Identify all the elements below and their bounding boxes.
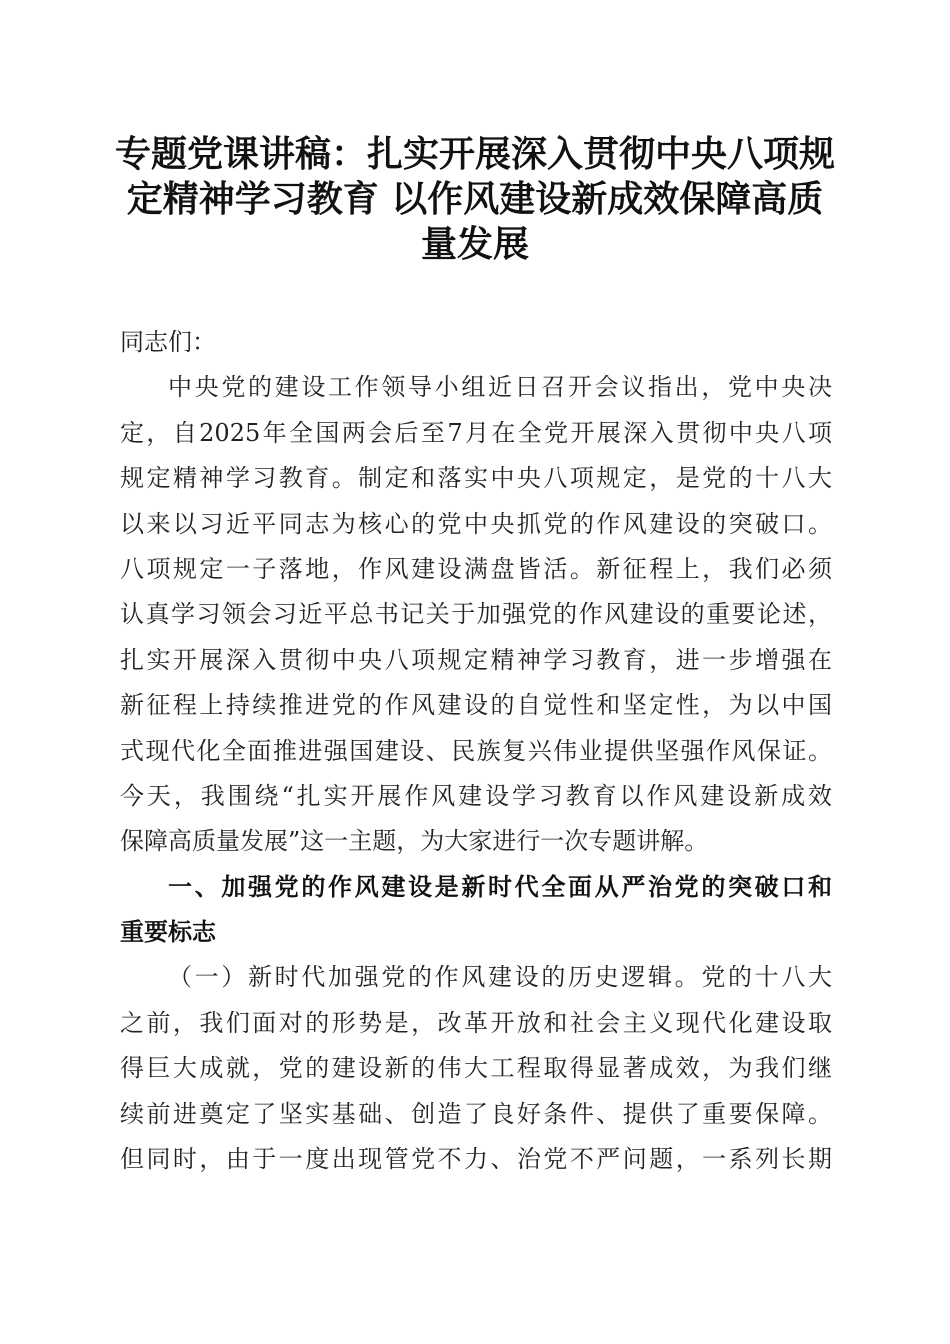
paragraph-1-line: 规定精神学习教育。制定和落实中央八项规定，是党的十八大 (120, 464, 832, 493)
section-heading-line: 一、加强党的作风建设是新时代全面从严治党的突破口和 (168, 872, 832, 901)
paragraph-2-line: 之前，我们面对的形势是，改革开放和社会主义现代化建设取 (120, 1008, 832, 1037)
paragraph-2-line: 但同时，由于一度出现管党不力、治党不严问题，一系列长期 (120, 1145, 832, 1174)
document-body (120, 320, 832, 1182)
paragraph-2-line: （一）新时代加强党的作风建设的历史逻辑。党的十八大 (168, 963, 832, 992)
paragraph-1-line: 保障高质量发展”这一主题，为大家进行一次专题讲解。 (120, 827, 709, 856)
paragraph-2-line: 得巨大成就，党的建设新的伟大工程取得显著成效，为我们继 (120, 1054, 832, 1083)
greeting: 同志们： (120, 328, 216, 356)
paragraph-1-line: 式现代化全面推进强国建设、民族复兴伟业提供坚强作风保证。 (120, 736, 832, 765)
paragraph-1-line: 八项规定一子落地，作风建设满盘皆活。新征程上，我们必须 (120, 554, 832, 583)
paragraph-1-line: 中央党的建设工作领导小组近日召开会议指出，党中央决 (168, 373, 832, 402)
paragraph-1-line: 认真学习领会习近平总书记关于加强党的作风建设的重要论述， (120, 600, 832, 629)
paragraph-1-line: 定，自2025年全国两会后至7月在全党开展深入贯彻中央八项 (120, 418, 832, 447)
paragraph-1-line: 以来以习近平同志为核心的党中央抓党的作风建设的突破口。 (120, 509, 832, 538)
title-line: 定精神学习教育 以作风建设新成效保障高质 (126, 178, 824, 220)
title-line: 专题党课讲稿：扎实开展深入贯彻中央八项规 (114, 133, 835, 175)
document-title (110, 132, 840, 267)
paragraph-1-line: 新征程上持续推进党的作风建设的自觉性和坚定性，为以中国 (120, 691, 832, 720)
paragraph-1-line: 扎实开展深入贯彻中央八项规定精神学习教育，进一步增强在 (120, 645, 832, 674)
paragraph-2-line: 续前进奠定了坚实基础、创造了良好条件、提供了重要保障。 (120, 1099, 832, 1128)
section-heading-line: 重要标志 (120, 918, 216, 947)
title-line: 量发展 (420, 223, 529, 265)
paragraph-1-line: 今天，我围绕“扎实开展作风建设学习教育以作风建设新成效 (120, 781, 832, 810)
